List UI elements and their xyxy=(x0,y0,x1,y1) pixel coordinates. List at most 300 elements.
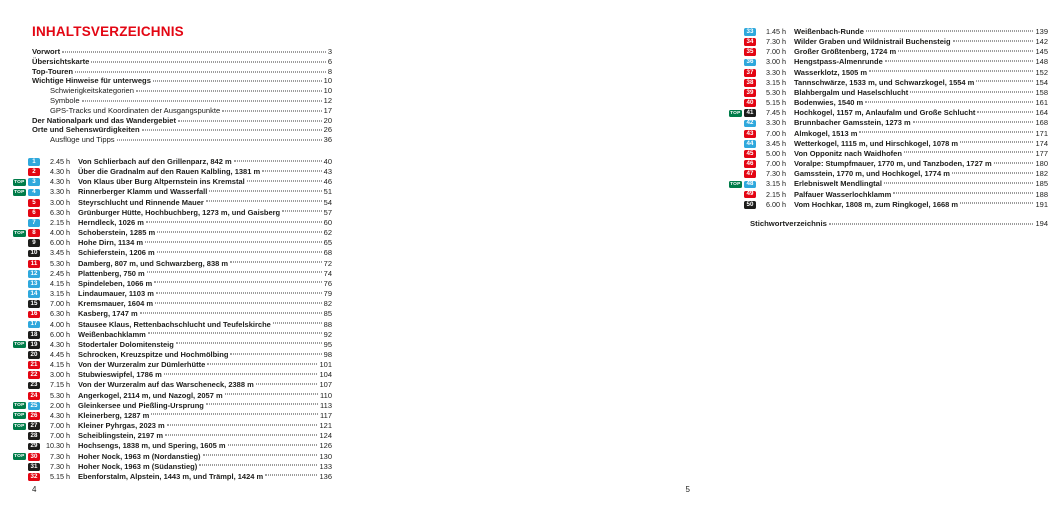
tour-duration: 5.00 h xyxy=(766,148,786,158)
top-badge-zone xyxy=(14,189,26,196)
folio-page-number-left: 4 xyxy=(32,485,37,494)
tour-page-number: 98 xyxy=(323,349,332,359)
tour-number-badge: 43 xyxy=(744,130,756,138)
tour-title: Angerkogel, 2114 m, und Nazogl, 2057 m xyxy=(78,390,223,400)
tour-duration: 4.00 h xyxy=(50,228,70,238)
top-tour-badge: TOP xyxy=(14,230,25,236)
tour-duration: 4.30 h xyxy=(50,177,70,187)
tour-number-badge: 21 xyxy=(28,361,40,369)
tour-duration: 7.00 h xyxy=(766,128,786,138)
tour-duration: 3.30 h xyxy=(50,187,70,197)
tour-page-number: 164 xyxy=(1035,108,1048,118)
toc-tour-row xyxy=(14,259,332,269)
tour-duration: 7.30 h xyxy=(50,461,70,471)
toc-tour-row xyxy=(14,370,332,380)
dot-leader xyxy=(147,272,322,273)
toc-front-row xyxy=(32,47,332,57)
dot-leader xyxy=(203,455,318,456)
tour-title: Stausee Klaus, Rettenbachschlucht und Teufelskirche xyxy=(78,319,271,329)
tour-page-number: 60 xyxy=(323,217,332,227)
tour-page-number: 40 xyxy=(323,157,332,166)
tour-page-number: 51 xyxy=(323,187,332,197)
tour-title: Schoberstein, 1285 m xyxy=(78,228,156,238)
toc-tour-row xyxy=(730,98,1048,108)
tour-title: Gamsstein, 1770 m, und Hochkogel, 1774 m xyxy=(794,169,950,179)
toc-tour-row xyxy=(730,149,1048,159)
tour-title: Bodenwies, 1540 m xyxy=(794,98,864,108)
tour-title: Grünburger Hütte, Hochbuchberg, 1273 m, und Gaisberg xyxy=(78,207,281,217)
toc-tour-row xyxy=(14,330,332,340)
tour-number-badge: 48 xyxy=(744,181,756,189)
tour-duration: 2.45 h xyxy=(50,268,70,278)
tour-number-badge: 49 xyxy=(744,191,756,199)
tour-title: Rinnerberger Klamm und Wasserfall xyxy=(78,187,208,197)
tour-number-badge: 35 xyxy=(744,48,756,56)
top-tour-badge: TOP xyxy=(14,413,25,419)
tour-number-badge: 1 xyxy=(28,158,40,166)
top-badge-zone xyxy=(14,423,26,430)
tour-title: Von Opponitz nach Waidhofen xyxy=(794,148,902,158)
tour-page-number: 180 xyxy=(1035,159,1048,169)
toc-entry-page-number: 17 xyxy=(323,105,332,115)
tour-page-number: 152 xyxy=(1035,67,1048,77)
tour-page-number: 171 xyxy=(1035,128,1048,138)
top-badge-zone xyxy=(14,179,26,186)
toc-tour-row xyxy=(14,320,332,330)
tour-page-number: 107 xyxy=(319,380,332,390)
tour-duration: 7.30 h xyxy=(50,451,70,461)
tour-number-badge: 30 xyxy=(28,453,40,461)
toc-tour-row xyxy=(14,299,332,309)
dot-leader xyxy=(117,140,322,141)
toc-tour-row xyxy=(730,159,1048,169)
top-badge-zone xyxy=(14,453,26,460)
dot-leader xyxy=(953,40,1034,41)
tour-number-badge: 24 xyxy=(28,392,40,400)
tour-number-badge: 50 xyxy=(744,201,756,209)
tour-title: Stodertaler Dolomitensteig xyxy=(78,339,174,349)
tour-duration: 4.15 h xyxy=(50,278,70,288)
tour-page-number: 68 xyxy=(323,248,332,258)
tour-number-badge: 16 xyxy=(28,311,40,319)
top-badge-zone xyxy=(730,110,742,117)
toc-tour-row xyxy=(14,157,332,167)
tour-number-badge: 44 xyxy=(744,140,756,148)
tour-title: Weißenbachklamm xyxy=(78,329,146,339)
right-page xyxy=(360,0,1048,513)
tour-number-badge: 9 xyxy=(28,239,40,247)
toc-tour-row xyxy=(14,289,332,299)
tour-page-number: 154 xyxy=(1035,77,1048,87)
tour-title: Voralpe: Stumpfmauer, 1770 m, und Tanzboden, 1727 m xyxy=(794,159,992,169)
toc-tour-row xyxy=(14,238,332,248)
tour-title: Von Schlierbach auf den Grillenparz, 842 m xyxy=(78,157,232,166)
dot-leader xyxy=(157,251,322,252)
toc-front-row xyxy=(32,106,332,116)
tour-page-number: 74 xyxy=(323,268,332,278)
dot-leader xyxy=(91,61,325,62)
tour-number-badge: 10 xyxy=(28,250,40,258)
index-entry-label: Stichwortverzeichnis xyxy=(750,219,827,228)
dot-leader xyxy=(913,121,1034,122)
index-entry xyxy=(750,219,1048,229)
tour-page-number: 191 xyxy=(1035,199,1048,209)
tour-page-number: 88 xyxy=(323,319,332,329)
tour-title: Von Klaus über Burg Altpernstein ins Kremstal xyxy=(78,177,245,187)
toc-tour-row xyxy=(14,462,332,472)
tour-duration: 6.00 h xyxy=(50,329,70,339)
tour-title: Spindeleben, 1066 m xyxy=(78,278,153,288)
tour-title: Brunnbacher Gamsstein, 1273 m xyxy=(794,118,911,128)
dot-leader xyxy=(206,201,322,202)
tour-title: Scheiblingstein, 2197 m xyxy=(78,431,164,441)
toc-tour-row xyxy=(730,47,1048,57)
tour-number-badge: 4 xyxy=(28,189,40,197)
toc-entry-label: Ausflüge und Tipps xyxy=(50,135,115,145)
tour-duration: 3.00 h xyxy=(50,197,70,207)
toc-entry-page-number: 8 xyxy=(327,66,332,76)
toc-front-row xyxy=(32,116,332,126)
tour-title: Hengstpass-Almenrunde xyxy=(794,57,883,67)
toc-front-row xyxy=(32,125,332,135)
tour-page-number: 43 xyxy=(323,167,332,177)
tour-title: Großer Größtenberg, 1724 m xyxy=(794,47,897,57)
tour-title: Kleinerberg, 1287 m xyxy=(78,410,150,420)
toc-entry-page-number: 6 xyxy=(327,56,332,66)
toc-tour-row xyxy=(14,431,332,441)
index-entry-page-number: 194 xyxy=(1035,219,1048,228)
tour-page-number: 174 xyxy=(1035,138,1048,148)
tour-number-badge: 23 xyxy=(28,382,40,390)
dot-leader xyxy=(865,101,1033,102)
tour-number-badge: 42 xyxy=(744,120,756,128)
tour-page-number: 104 xyxy=(319,370,332,380)
tour-number-badge: 31 xyxy=(28,463,40,471)
tour-duration: 1.45 h xyxy=(766,27,786,36)
tour-page-number: 148 xyxy=(1035,57,1048,67)
top-tour-badge: TOP xyxy=(14,454,25,460)
dot-leader xyxy=(155,302,322,303)
top-tour-badge: TOP xyxy=(730,110,741,116)
dot-leader xyxy=(62,52,326,53)
tour-title: Erlebniswelt Mendlingtal xyxy=(794,179,882,189)
top-badge-zone xyxy=(730,181,742,188)
top-tour-badge: TOP xyxy=(14,190,25,196)
tour-page-number: 79 xyxy=(323,289,332,299)
dot-leader xyxy=(247,180,322,181)
tour-list-left xyxy=(14,157,332,482)
tour-title: Vom Hochkar, 1808 m, zum Ringkogel, 1668 m xyxy=(794,199,959,209)
tour-duration: 3.30 h xyxy=(766,67,786,77)
tour-title: Ebenforstalm, Alpstein, 1443 m, und Trämpl, 1424 m xyxy=(78,471,264,481)
tour-page-number: 62 xyxy=(323,228,332,238)
dot-leader xyxy=(884,182,1034,183)
toc-tour-row xyxy=(730,27,1048,37)
dot-leader xyxy=(199,465,317,466)
tour-page-number: 185 xyxy=(1035,179,1048,189)
tour-number-badge: 12 xyxy=(28,270,40,278)
tour-number-badge: 22 xyxy=(28,371,40,379)
tour-title: Von der Wurzeralm zur Dümlerhütte xyxy=(78,360,206,370)
tour-page-number: 168 xyxy=(1035,118,1048,128)
tour-duration: 3.15 h xyxy=(766,77,786,87)
tour-duration: 4.15 h xyxy=(50,360,70,370)
tour-title: Almkogel, 1513 m xyxy=(794,128,858,138)
dot-leader xyxy=(156,292,322,293)
tour-number-badge: 27 xyxy=(28,422,40,430)
dot-leader xyxy=(977,111,1033,112)
dot-leader xyxy=(866,30,1034,31)
tour-number-badge: 41 xyxy=(744,109,756,117)
tour-number-badge: 39 xyxy=(744,89,756,97)
tour-list-right xyxy=(730,27,1048,210)
tour-title: Hohe Dirn, 1134 m xyxy=(78,238,144,248)
dot-leader xyxy=(142,130,322,131)
dot-leader xyxy=(230,353,321,354)
toc-tour-row xyxy=(14,411,332,421)
dot-leader xyxy=(209,191,321,192)
top-badge-zone xyxy=(14,402,26,409)
tour-number-badge: 15 xyxy=(28,300,40,308)
tour-duration: 7.00 h xyxy=(50,421,70,431)
dot-leader xyxy=(859,132,1033,133)
tour-duration: 7.15 h xyxy=(50,380,70,390)
tour-duration: 5.15 h xyxy=(50,471,70,481)
dot-leader xyxy=(154,282,321,283)
tour-number-badge: 37 xyxy=(744,69,756,77)
tour-number-badge: 7 xyxy=(28,219,40,227)
dot-leader xyxy=(960,203,1033,204)
tour-page-number: 113 xyxy=(320,400,332,410)
tour-duration: 10.30 h xyxy=(46,441,70,451)
tour-number-badge: 45 xyxy=(744,150,756,158)
tour-number-badge: 8 xyxy=(28,229,40,237)
tour-title: Von der Wurzeralm auf das Warscheneck, 2388 m xyxy=(78,380,254,390)
tour-page-number: 188 xyxy=(1035,189,1048,199)
dot-leader xyxy=(222,110,321,111)
toc-tour-row xyxy=(14,309,332,319)
tour-duration: 6.00 h xyxy=(50,238,70,248)
dot-leader xyxy=(206,404,318,405)
tour-title: Tannschwärze, 1533 m, und Schwarzkogel, 1554 m xyxy=(794,77,975,87)
toc-tour-row xyxy=(14,269,332,279)
toc-entry-label: Symbole xyxy=(50,95,80,105)
tour-page-number: 85 xyxy=(323,309,332,319)
dot-leader xyxy=(148,333,322,334)
dot-leader xyxy=(256,384,318,385)
dot-leader xyxy=(869,71,1033,72)
tour-page-number: 117 xyxy=(320,410,332,420)
tour-number-badge: 18 xyxy=(28,331,40,339)
toc-tour-row xyxy=(14,187,332,197)
tour-page-number: 57 xyxy=(323,207,332,217)
toc-tour-row xyxy=(14,421,332,431)
dot-leader xyxy=(273,323,322,324)
tour-duration: 7.45 h xyxy=(766,108,786,118)
toc-tour-row xyxy=(730,57,1048,67)
tour-number-badge: 28 xyxy=(28,432,40,440)
top-tour-badge: TOP xyxy=(14,403,25,409)
toc-tour-row xyxy=(14,208,332,218)
tour-title: Hochsengs, 1838 m, und Spering, 1605 m xyxy=(78,441,226,451)
tour-title: Blahbergalm und Haselschlucht xyxy=(794,87,909,97)
tour-duration: 3.15 h xyxy=(766,179,786,189)
dot-leader xyxy=(207,363,317,364)
toc-entry-label: Orte und Sehenswürdigkeiten xyxy=(32,125,140,135)
tour-page-number: 46 xyxy=(323,177,332,187)
tour-number-badge: 14 xyxy=(28,290,40,298)
front-matter-list xyxy=(32,47,332,145)
tour-page-number: 110 xyxy=(320,390,332,400)
tour-number-badge: 25 xyxy=(28,402,40,410)
dot-leader xyxy=(82,100,322,101)
toc-tour-row xyxy=(730,68,1048,78)
toc-tour-row xyxy=(730,78,1048,88)
tour-page-number: 139 xyxy=(1035,27,1048,36)
toc-tour-row xyxy=(730,118,1048,128)
tour-title: Hoher Nock, 1963 m (Südanstieg) xyxy=(78,461,198,471)
tour-page-number: 82 xyxy=(323,299,332,309)
toc-tour-row xyxy=(14,401,332,411)
tour-page-number: 177 xyxy=(1035,148,1048,158)
toc-front-row xyxy=(32,96,332,106)
tour-title: Palfauer Wasserlochklamm xyxy=(794,189,892,199)
toc-front-row xyxy=(32,57,332,67)
toc-tour-row xyxy=(14,218,332,228)
dot-leader xyxy=(829,224,1034,225)
dot-leader xyxy=(167,424,318,425)
dot-leader xyxy=(265,475,317,476)
toc-tour-row xyxy=(730,88,1048,98)
tour-title: Über die Gradnalm auf den Rauen Kalbling, 1381 m xyxy=(78,167,261,177)
tour-page-number: 158 xyxy=(1035,87,1048,97)
tour-page-number: 95 xyxy=(323,339,332,349)
tour-number-badge: 6 xyxy=(28,209,40,217)
dot-leader xyxy=(262,170,322,171)
dot-leader xyxy=(904,152,1034,153)
tour-page-number: 54 xyxy=(323,197,332,207)
tour-title: Plattenberg, 750 m xyxy=(78,268,145,278)
tour-title: Wasserklotz, 1505 m xyxy=(794,67,868,77)
tour-title: Lindaumauer, 1103 m xyxy=(78,289,154,299)
toc-tour-row xyxy=(14,380,332,390)
top-tour-badge: TOP xyxy=(14,179,25,185)
toc-tour-row xyxy=(14,350,332,360)
toc-tour-row xyxy=(14,472,332,482)
dot-leader xyxy=(910,91,1033,92)
toc-entry-label: Wichtige Hinweise für unterwegs xyxy=(32,76,151,86)
toc-tour-row xyxy=(730,139,1048,149)
tour-title: Kleiner Pyhrgas, 2023 m xyxy=(78,421,165,431)
dot-leader xyxy=(976,81,1033,82)
tour-duration: 3.45 h xyxy=(766,138,786,148)
toc-entry-page-number: 20 xyxy=(323,115,332,125)
tour-title: Hochkogel, 1157 m, Anlaufalm und Große Schlucht xyxy=(794,108,976,118)
toc-tour-row xyxy=(730,108,1048,118)
toc-tour-row xyxy=(730,169,1048,179)
tour-title: Schrocken, Kreuzspitze und Hochmölbing xyxy=(78,349,229,359)
toc-entry-label: Übersichtskarte xyxy=(32,56,90,66)
tour-duration: 3.45 h xyxy=(50,248,70,258)
dot-leader xyxy=(164,373,318,374)
tour-duration: 2.45 h xyxy=(50,157,70,166)
dot-leader xyxy=(230,262,322,263)
tour-page-number: 121 xyxy=(319,421,332,431)
toc-entry-page-number: 12 xyxy=(323,95,332,105)
tour-duration: 2.15 h xyxy=(766,189,786,199)
tour-duration: 7.00 h xyxy=(766,159,786,169)
dot-leader xyxy=(228,444,318,445)
toc-entry-page-number: 3 xyxy=(327,47,332,56)
tour-number-badge: 11 xyxy=(28,260,40,268)
toc-tour-row xyxy=(14,248,332,258)
tour-page-number: 101 xyxy=(319,360,332,370)
tour-number-badge: 38 xyxy=(744,79,756,87)
tour-number-badge: 19 xyxy=(28,341,40,349)
tour-number-badge: 32 xyxy=(28,473,40,481)
tour-duration: 5.15 h xyxy=(766,98,786,108)
dot-leader xyxy=(952,172,1034,173)
dot-leader xyxy=(165,434,317,435)
toc-tour-row xyxy=(14,177,332,187)
top-tour-badge: TOP xyxy=(730,181,741,187)
tour-number-badge: 29 xyxy=(28,443,40,451)
tour-title: Weißenbach-Runde xyxy=(794,27,864,36)
tour-number-badge: 20 xyxy=(28,351,40,359)
tour-duration: 3.00 h xyxy=(50,370,70,380)
folio-page-number-right: 5 xyxy=(685,485,690,494)
toc-tour-row xyxy=(14,391,332,401)
tour-duration: 6.30 h xyxy=(50,207,70,217)
dot-leader xyxy=(153,81,322,82)
tour-duration: 4.30 h xyxy=(50,339,70,349)
toc-tour-row xyxy=(14,360,332,370)
tour-duration: 5.30 h xyxy=(50,390,70,400)
tour-duration: 5.30 h xyxy=(50,258,70,268)
tour-page-number: 136 xyxy=(319,471,332,481)
toc-tour-row xyxy=(730,37,1048,47)
toc-front-row xyxy=(32,135,332,145)
dot-leader xyxy=(151,414,318,415)
top-tour-badge: TOP xyxy=(14,423,25,429)
tour-title: Gleinkersee und Pießling-Ursprung xyxy=(78,400,204,410)
tour-title: Stubwieswipfel, 1786 m xyxy=(78,370,162,380)
tour-number-badge: 40 xyxy=(744,99,756,107)
dot-leader xyxy=(75,71,326,72)
tour-page-number: 76 xyxy=(323,278,332,288)
toc-entry-label: Vorwort xyxy=(32,47,61,56)
tour-page-number: 126 xyxy=(319,441,332,451)
tour-title: Schieferstein, 1206 m xyxy=(78,248,155,258)
toc-front-row xyxy=(32,86,332,96)
dot-leader xyxy=(145,241,322,242)
left-page xyxy=(0,0,360,513)
page-title: INHALTSVERZEICHNIS xyxy=(32,24,184,39)
toc-tour-row xyxy=(730,129,1048,139)
tour-page-number: 142 xyxy=(1035,37,1048,47)
tour-duration: 4.30 h xyxy=(50,167,70,177)
toc-tour-row xyxy=(14,167,332,177)
dot-leader xyxy=(157,231,322,232)
tour-duration: 5.30 h xyxy=(766,87,786,97)
tour-duration: 6.00 h xyxy=(766,199,786,209)
toc-entry-label: Der Nationalpark und das Wandergebiet xyxy=(32,115,177,125)
tour-title: Herndleck, 1026 m xyxy=(78,217,144,227)
dot-leader xyxy=(960,142,1033,143)
tour-number-badge: 47 xyxy=(744,170,756,178)
toc-entry-label: GPS-Tracks und Koordinaten der Ausgangspunkte xyxy=(50,105,221,115)
tour-number-badge: 46 xyxy=(744,160,756,168)
